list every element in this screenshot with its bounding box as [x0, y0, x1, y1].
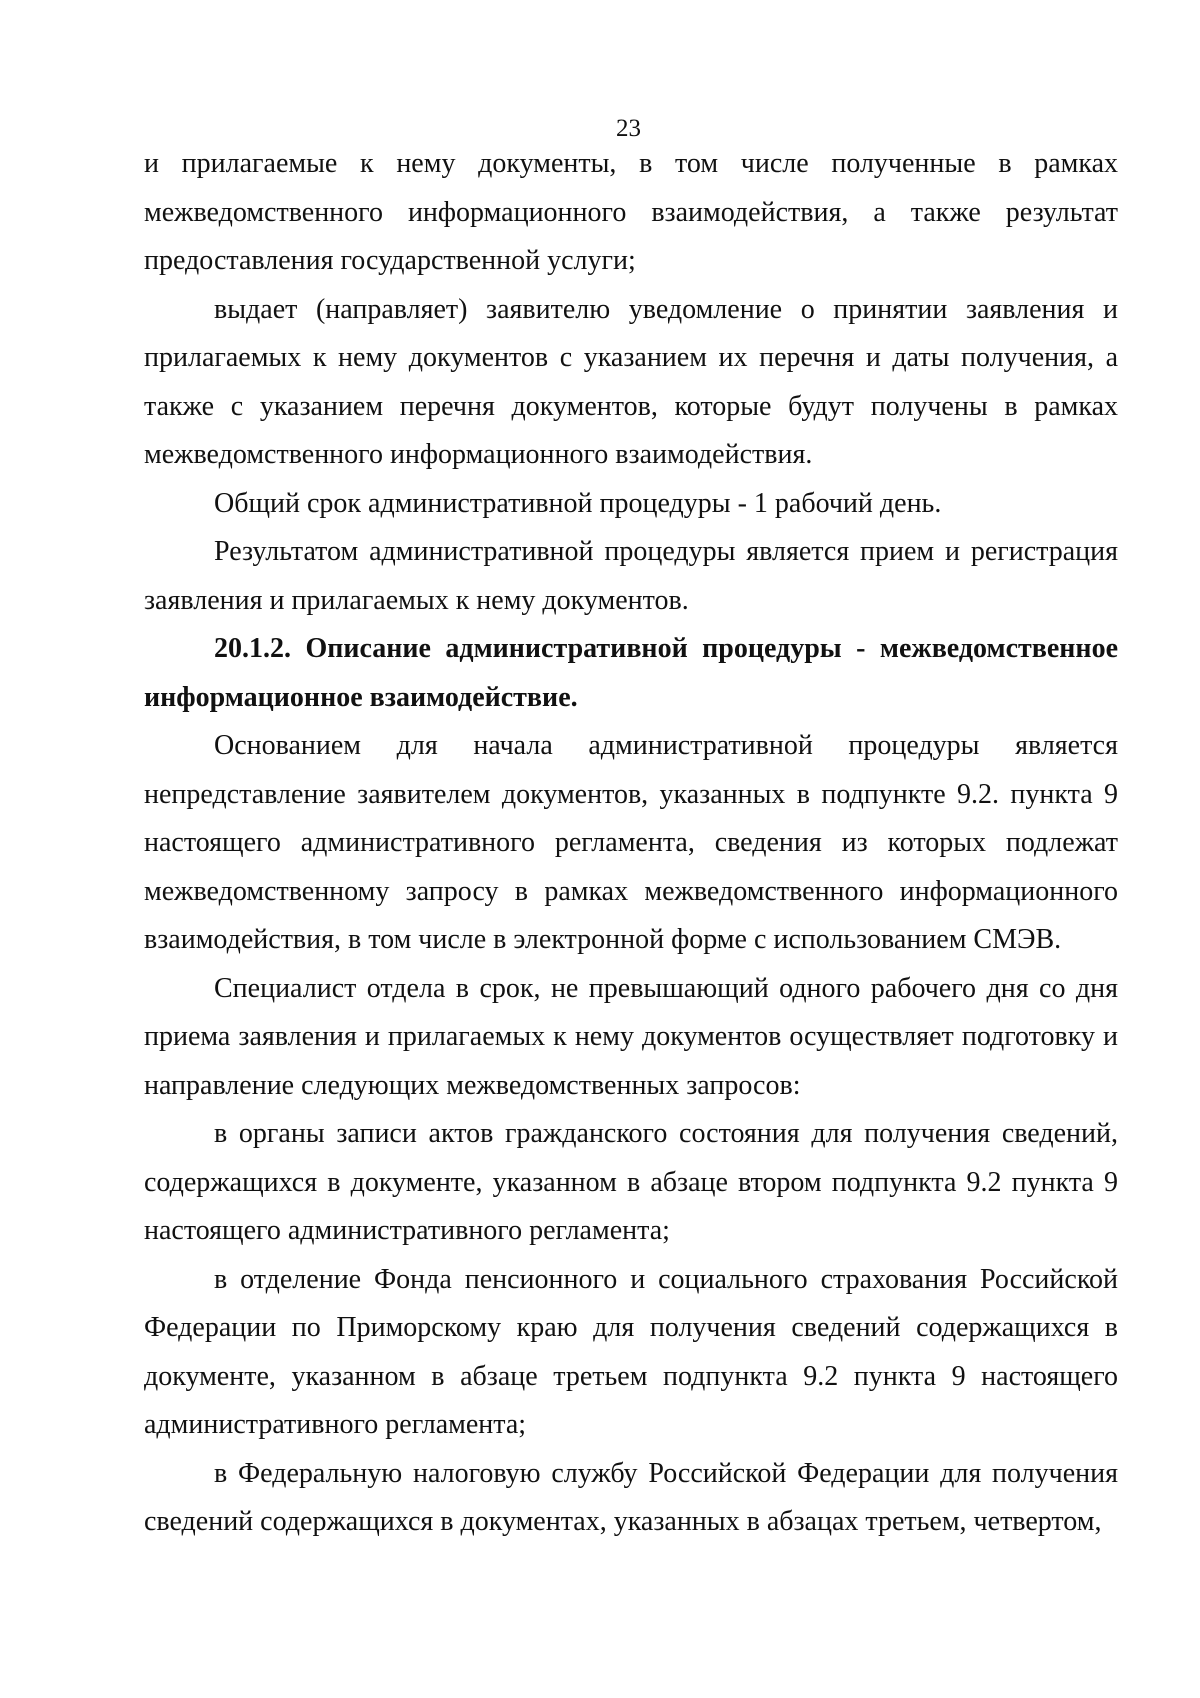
section-heading: 20.1.2. Описание административной процедуры - межведомственное информационное взаимодействие.	[144, 633, 1118, 713]
page-number: 23	[616, 115, 641, 142]
paragraph-civil-registry: в органы записи актов гражданского состояния для получения сведений, содержащихся в документе, указанном в абзаце втором подпункта 9.2 пункта 9 настоящего административного регламента;	[144, 1118, 1118, 1246]
paragraph-pension-fund: в отделение Фонда пенсионного и социального страхования Российской Федерации по Приморскому краю для получения сведений содержащихся в документе, указанном в абзаце третьем подпункта 9.2 пункта 9 настоящего административного регламента;	[144, 1263, 1118, 1440]
paragraph-specialist: Специалист отдела в срок, не превышающий одного рабочего дня со дня приема заявления и прилагаемых к нему документов осуществляет подготовку и направление следующих межведомственных запросов:	[144, 972, 1118, 1101]
paragraph-tax-service: в Федеральную налоговую службу Российской Федерации для получения сведений содержащихся в документах, указанных в абзацах третьем, четвертом,	[144, 1457, 1118, 1537]
paragraph-total-term: Общий срок административной процедуры - 1 рабочий день.	[214, 487, 942, 519]
paragraph-basis: Основанием для начала административной процедуры является непредставление заявителем документов, указанных в подпункте 9.2. пункта 9 настоящего административного регламента, сведения из которых подлежат межведомственному запросу в рамках межведомственного информационного взаимодействия, в том числе в электронной форме с использованием СМЭВ.	[144, 730, 1118, 955]
paragraph-notification: выдает (направляет) заявителю уведомление о принятии заявления и прилагаемых к нему документов с указанием их перечня и даты получения, а также с указанием перечня документов, которые будут получены в рамках межведомственного информационного взаимодействия.	[144, 293, 1118, 470]
document-body	[144, 140, 1118, 1547]
paragraph-result: Результатом административной процедуры является прием и регистрация заявления и прилагаемых к нему документов.	[144, 536, 1118, 616]
paragraph-continuation: и прилагаемые к нему документы, в том числе полученные в рамках межведомственного информационного взаимодействия, а также результат предоставления государственной услуги;	[144, 148, 1118, 276]
